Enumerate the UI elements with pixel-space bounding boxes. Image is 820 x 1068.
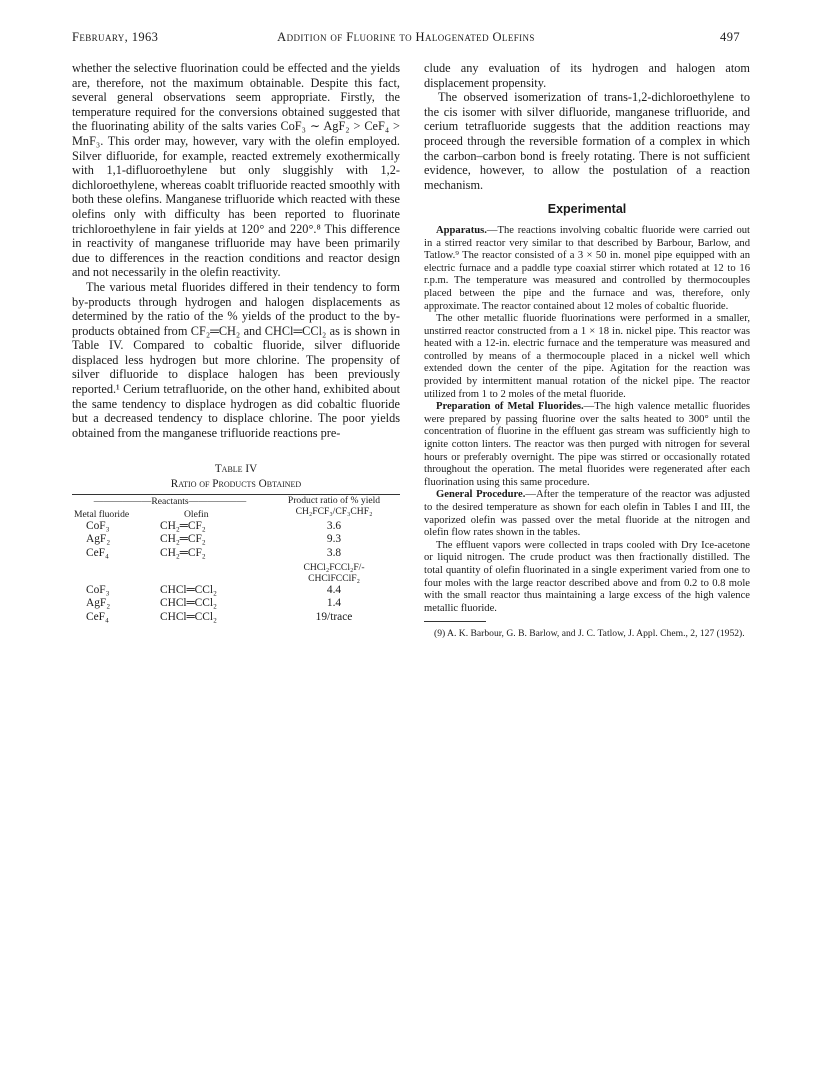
apparatus-paragraph: Apparatus.—The reactions involving cobaltic fluoride were carried out in a stirred reactor very similar to that described by Barbour, Barlow, and Tatlow.⁹ The reactor consisted of a 3 × 50 in. monel pipe equipped with an electric furnace and a paddle type coaxial stirrer which rotated at 12 to 16 r.p.m. The temperature was measured and controlled by thermocouples placed between the pipe and the furnace and was, therefore, only approximate. The reactor contained about 12 moles of cobaltic fluoride.	[424, 224, 750, 312]
table-row: CoF₃ CHCl═CCl₂ 4.4	[86, 584, 342, 597]
reactants-group-header: ——————Reactants——————	[93, 496, 247, 508]
col-header-metal: Metal fluoride	[74, 508, 130, 520]
preparation-label: Preparation of Metal Fluorides.	[436, 401, 584, 413]
table-row: CeF₄ CHCl═CCl₂ 19/trace	[86, 610, 353, 623]
general-procedure-label: General Procedure.	[436, 489, 526, 501]
table-number: Table IV	[214, 463, 258, 476]
results-table	[72, 494, 400, 624]
right-paragraph-2: The observed isomerization of trans-1,2-dichloroethylene to the cis isomer with silver difluoride, manganese trifluoride, and cerium tetrafluoride suggests that the addition reactions may proceed through the reversible formation of a complex in which the carbon–carbon bond is freely rotating. There is not sufficient evidence, however, to allow the postulation of a reaction mechanism.	[424, 90, 750, 192]
experimental-text	[424, 225, 750, 615]
table-row: AgF₂ CH₂═CF₂ 9.3	[86, 533, 342, 546]
preparation-paragraph: Preparation of Metal Fluorides.—The high valence metallic fluorides were prepared by passing fluorine over the salts heated to 300° until the concentration of fluorine in the effluent gas stream was sufficiently high to ignite cotton linters. The reactor was then purged with nitrogen for several hours or preferably overnight. The pipe was stirred or occasionally rotated throughout the operation. The metal fluorides were regenerated after each fluorination using this same procedure.	[424, 401, 750, 488]
table-row: CoF₃ CH₂═CF₂ 3.6	[86, 519, 342, 532]
footnote-rule	[424, 621, 486, 622]
left-paragraph-2: The various metal fluorides differed in their tendency to form by-products through hydrogen and halogen displacements as determined by the ratio of the % yields of the product to the by-products obtained from CF₂═CH₂ and CHCl═CCl₂ as is shown in Table IV. Compared to cobaltic fluoride, silver difluoride displaced less hydrogen but more chlorine. The propensity of silver difluoride to displace halogen has been previously reported.¹ Cerium tetrafluoride, on the other hand, exhibited about the same tendency to displace hydrogen as did cobaltic fluoride but a decreased tendency to displace chlorine. The poor yields obtained from the manganese trifluoride reactions pre-	[72, 279, 400, 440]
table-row: AgF₂ CHCl═CCl₂ 1.4	[86, 597, 342, 610]
table-title: Ratio of Products Obtained	[170, 478, 302, 491]
section-title: Experimental	[547, 202, 627, 217]
apparatus-paragraph-2: The other metallic fluoride fluorinations were performed in a smaller, unstirred reactor constructed from a 1 × 18 in. nickel pipe. This reactor was heated with a 12-in. electric furnace and the temperature was measured and controlled by means of a thermocouple placed in a nickel well which extended down the center of the pipe. Agitation for the reaction was provided by intermittent manual rotation of the nickel pipe. The reactor utilized from 1 to 2 moles of the metal fluoride.	[424, 313, 750, 400]
general-procedure-paragraph: General Procedure.—After the temperature of the reactor was adjusted to the desired temperature as shown for each olefin in Tables I and III, the vaporized olefin was passed over the metal fluoride at the nitrogen and olefin flow rates shown in the tables.	[424, 489, 750, 539]
page-number: 497	[720, 30, 740, 44]
general-procedure-paragraph-2: The effluent vapors were collected in traps cooled with Dry Ice-acetone or liquid nitrogen. The crude product was then fractionally distilled. The total quantity of olefin fluorinated in a single experiment varied from one to four moles with the large reactor described above and from 0.2 to 0.8 mole with the small reactor thus maintaining a large excess of the high valence metallic fluoride.	[424, 539, 750, 614]
col-header-olefin: Olefin	[184, 508, 209, 520]
right-paragraph-1: clude any evaluation of its hydrogen and halogen atom displacement propensity.	[424, 61, 750, 90]
col-subheader-ratio-2: CHCl₂FCCl₂F/- CHClFCClF₂	[303, 562, 365, 584]
header-title: Addition of Fluorine to Halogenated Olefins	[277, 30, 535, 44]
apparatus-label: Apparatus.	[436, 224, 487, 236]
col-header-ratio: Product ratio of % yield CH₂FCF₃/CF₃CHF₂	[287, 495, 381, 518]
left-paragraph-1: whether the selective fluorination could be effected and the yields are, therefore, not the maximum obtainable. Despite this fact, several general observations seem appropriate. Firstly, the temperature required for the conversions obtained suggested that the fluorinating ability of the salts varies CoF₃ ∼ AgF₂ > CeF₄ > MnF₃. This order may, however, vary with the olefin employed. Silver difluoride, for example, reacted extremely exothermically with 1,1-difluoroethylene but only sluggishly with 1,2-dichloroethylene, whereas coablt trifluoride reacted smoothly with both these olefins. Manganese trifluoride which reacted with these olefins only with difficulty has been reported to fluorinate trichloroethylene in fair yields at 120° and 220°.⁸ This difference in reactivity of manganese trifluoride may have been primarily due to differences in the reaction conditions and reactor design and not necessarily in the olefin reactivity.	[72, 61, 400, 280]
header-date: February, 1963	[72, 30, 159, 44]
right-column	[424, 61, 750, 640]
left-column	[72, 61, 400, 624]
running-header	[72, 30, 740, 48]
footnote: (9) A. K. Barbour, G. B. Barlow, and J. C. Tatlow, J. Appl. Chem., 2, 127 (1952).	[434, 628, 745, 640]
table-row: CeF₄ CH₂═CF₂ 3.8	[86, 546, 342, 559]
